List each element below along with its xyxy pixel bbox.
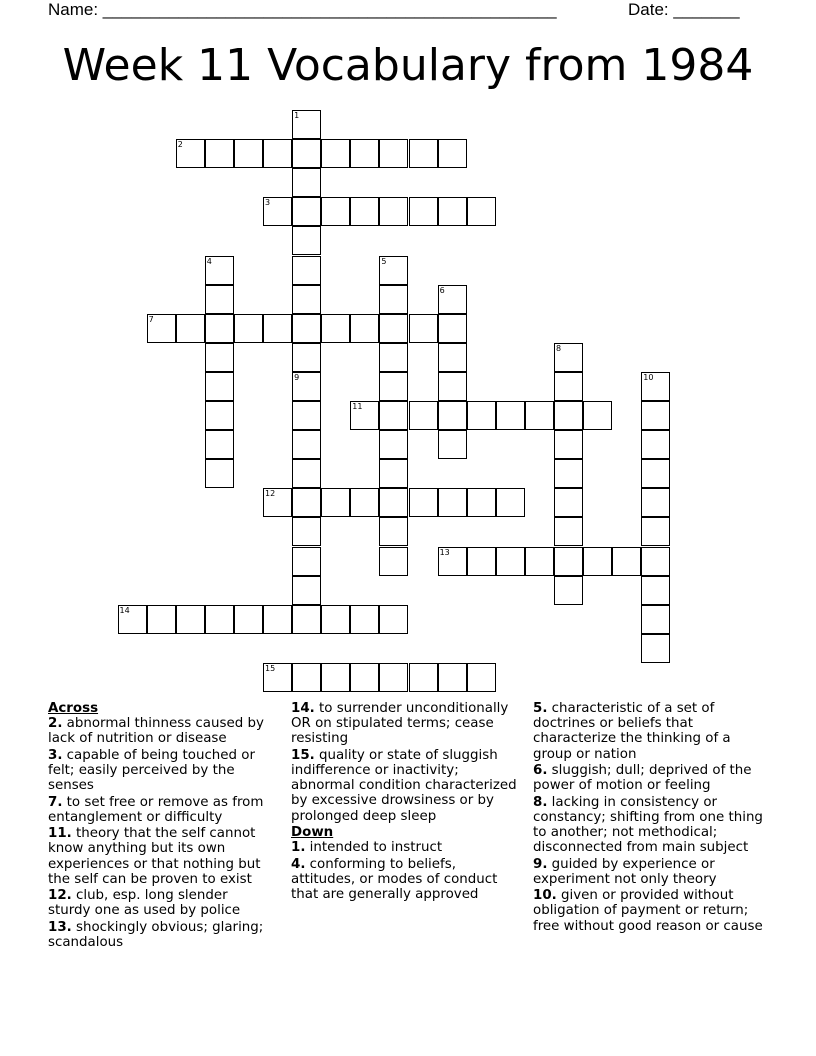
grid-cell[interactable] — [205, 343, 234, 372]
clue — [291, 748, 523, 824]
clue-number: 14. — [291, 701, 315, 716]
grid-cell[interactable] — [205, 314, 234, 343]
clue-number-label: 9 — [294, 372, 300, 382]
grid-cell[interactable] — [496, 547, 525, 576]
grid-cell[interactable] — [292, 401, 321, 430]
grid-cell[interactable] — [641, 488, 670, 517]
clue — [48, 795, 274, 825]
clue-number-label: 6 — [439, 285, 445, 295]
across-clue-list — [48, 716, 274, 950]
grid-cell[interactable] — [321, 197, 350, 226]
grid-cell[interactable] — [554, 401, 583, 430]
clue — [48, 748, 274, 794]
clue-text: to surrender unconditionally OR on stipulated terms; cease resisting — [291, 701, 509, 747]
clue-text: shockingly obvious; glaring; scandalous — [48, 919, 264, 950]
grid-cell[interactable] — [379, 663, 408, 692]
clue — [533, 888, 773, 934]
grid-cell[interactable] — [292, 517, 321, 546]
page-title: Week 11 Vocabulary from 1984 — [62, 40, 754, 91]
grid-cell[interactable] — [641, 605, 670, 634]
grid-cell[interactable] — [292, 605, 321, 634]
clue-text: guided by experience or experiment not only theory — [533, 856, 717, 887]
clue-text: given or provided without obligation of payment or return; free without good reason or cause — [533, 888, 763, 934]
clues-column-3 — [533, 701, 773, 935]
grid-cell[interactable] — [554, 547, 583, 576]
grid-cell[interactable] — [438, 314, 467, 343]
clue-number: 5. — [533, 701, 548, 716]
clue-number-label: 14 — [119, 605, 130, 615]
grid-cell[interactable] — [438, 488, 467, 517]
grid-cell[interactable] — [612, 547, 641, 576]
grid-cell[interactable] — [292, 256, 321, 285]
grid-cell[interactable] — [641, 576, 670, 605]
grid-cell[interactable] — [292, 197, 321, 226]
grid-cell[interactable] — [583, 547, 612, 576]
grid-cell[interactable] — [409, 488, 438, 517]
grid-cell[interactable] — [641, 634, 670, 663]
grid-cell[interactable] — [379, 372, 408, 401]
grid-cell[interactable] — [438, 663, 467, 692]
clue-number-label: 12 — [265, 489, 276, 499]
clue-number-label: 10 — [643, 372, 654, 382]
grid-cell[interactable] — [321, 663, 350, 692]
grid-cell[interactable] — [467, 197, 496, 226]
down-clue-list — [291, 840, 523, 902]
clues-column-2 — [291, 701, 523, 903]
clue-number-label: 7 — [148, 314, 154, 324]
clue — [48, 826, 274, 887]
grid-cell[interactable] — [583, 401, 612, 430]
grid-cell[interactable] — [467, 401, 496, 430]
clue-text: lacking in consistency or constancy; shifting from one thing to another; not methodical; disconnected from main subject — [533, 794, 763, 856]
grid-cell[interactable] — [467, 547, 496, 576]
grid-cell[interactable] — [350, 314, 379, 343]
clue-text: characteristic of a set of doctrines or beliefs that characterize the thinking of a group or nation — [533, 701, 731, 762]
clue-number: 7. — [48, 794, 63, 810]
clue-number: 10. — [533, 888, 557, 904]
grid-cell[interactable] — [379, 197, 408, 226]
clue — [48, 920, 274, 950]
clue-text: theory that the self cannot know anything but its own experiences or that nothing but the self can be proven to exist — [48, 826, 261, 887]
clue-number: 1. — [291, 840, 306, 856]
grid-cell[interactable] — [205, 139, 234, 168]
grid-cell[interactable] — [379, 139, 408, 168]
grid-cell[interactable] — [234, 605, 263, 634]
grid-cell[interactable] — [321, 488, 350, 517]
grid-cell[interactable] — [409, 663, 438, 692]
clues-column-1 — [48, 701, 274, 951]
clue-number-label: 3 — [265, 198, 271, 208]
clue-number: 8. — [533, 794, 548, 810]
clue-number-label: 4 — [206, 256, 212, 266]
clue-number-label: 1 — [294, 111, 300, 120]
grid-cell[interactable] — [234, 139, 263, 168]
date-line: Date: _______ — [628, 0, 740, 19]
clue-number: 2. — [48, 716, 63, 732]
clue-number: 15. — [291, 747, 315, 763]
clue-number-label: 5 — [381, 256, 387, 266]
clue — [48, 888, 274, 918]
grid-cell[interactable] — [379, 285, 408, 314]
grid-cell[interactable] — [467, 488, 496, 517]
grid-cell[interactable] — [379, 488, 408, 517]
clue-text: abnormal thinness caused by lack of nutrition or disease — [48, 716, 264, 747]
grid-cell[interactable] — [379, 314, 408, 343]
clue — [533, 763, 773, 793]
grid-cell[interactable] — [350, 139, 379, 168]
down-clue-list-cont — [533, 701, 773, 934]
clue-text: capable of being touched or felt; easily perceived by the senses — [48, 747, 255, 794]
grid-cell[interactable] — [379, 547, 408, 576]
clue-number-label: 13 — [439, 547, 450, 557]
grid-cell[interactable] — [350, 605, 379, 634]
grid-cell[interactable] — [292, 663, 321, 692]
clue — [291, 701, 523, 747]
name-line: Name: ________________________________________________ — [48, 0, 557, 19]
grid-cell[interactable] — [409, 139, 438, 168]
grid-cell[interactable] — [292, 139, 321, 168]
grid-cell[interactable] — [321, 314, 350, 343]
grid-cell[interactable] — [379, 459, 408, 488]
grid-cell[interactable] — [292, 314, 321, 343]
grid-cell[interactable] — [525, 547, 554, 576]
grid-cell[interactable] — [554, 372, 583, 401]
grid-cell[interactable] — [205, 285, 234, 314]
grid-cell[interactable] — [496, 488, 525, 517]
grid-cell[interactable] — [467, 663, 496, 692]
grid-cell[interactable] — [292, 576, 321, 605]
clue-number: 12. — [48, 888, 72, 904]
grid-cell[interactable] — [176, 314, 205, 343]
grid-cell[interactable] — [554, 459, 583, 488]
grid-cell[interactable] — [409, 401, 438, 430]
clue-number-label: 11 — [352, 402, 363, 411]
grid-cell[interactable] — [292, 459, 321, 488]
down-heading: Down — [291, 825, 334, 840]
clue-text: sluggish; dull; deprived of the power of motion or feeling — [533, 763, 752, 794]
clue-text: to set free or remove as from entanglement or difficulty — [48, 794, 264, 825]
clue-number: 9. — [533, 856, 548, 872]
grid-cell[interactable] — [205, 372, 234, 401]
grid-cell[interactable] — [292, 285, 321, 314]
clue-text: intended to instruct — [305, 840, 443, 856]
grid-cell[interactable] — [292, 226, 321, 255]
grid-cell[interactable] — [379, 401, 408, 430]
grid-cell[interactable] — [409, 197, 438, 226]
clue — [291, 857, 523, 903]
grid-cell[interactable] — [292, 547, 321, 576]
grid-cell[interactable] — [321, 605, 350, 634]
grid-cell[interactable] — [379, 517, 408, 546]
clue-number: 6. — [533, 763, 548, 778]
grid-cell[interactable] — [641, 401, 670, 430]
grid-cell[interactable] — [379, 343, 408, 372]
grid-cell[interactable] — [234, 314, 263, 343]
grid-cell[interactable] — [554, 517, 583, 546]
grid-cell[interactable] — [554, 576, 583, 605]
grid-cell[interactable] — [554, 488, 583, 517]
grid-cell[interactable] — [350, 663, 379, 692]
grid-cell[interactable] — [350, 197, 379, 226]
clue — [48, 716, 274, 746]
clue-number: 13. — [48, 919, 72, 935]
clue-text: conforming to beliefs, attitudes, or modes of conduct that are generally approved — [291, 856, 498, 902]
grid-cell[interactable] — [350, 488, 379, 517]
grid-cell[interactable] — [409, 314, 438, 343]
grid-cell[interactable] — [438, 372, 467, 401]
clue-number: 4. — [291, 856, 306, 872]
clue-number: 3. — [48, 747, 63, 763]
grid-cell[interactable] — [176, 605, 205, 634]
clue — [533, 795, 773, 856]
grid-cell[interactable] — [292, 343, 321, 372]
grid-cell[interactable] — [438, 430, 467, 459]
grid-cell[interactable] — [554, 430, 583, 459]
grid-cell[interactable] — [641, 547, 670, 576]
grid-cell[interactable] — [438, 197, 467, 226]
grid-cell[interactable] — [496, 401, 525, 430]
grid-cell[interactable] — [263, 314, 292, 343]
grid-cell[interactable] — [641, 459, 670, 488]
grid-cell[interactable] — [641, 430, 670, 459]
clue-number: 11. — [48, 826, 72, 842]
clue-number-label: 2 — [177, 140, 183, 150]
grid-cell[interactable] — [438, 139, 467, 168]
grid-cell[interactable] — [263, 605, 292, 634]
grid-cell[interactable] — [321, 139, 350, 168]
grid-cell[interactable] — [292, 168, 321, 197]
across-heading: Across — [48, 701, 99, 716]
grid-cell[interactable] — [205, 459, 234, 488]
clue-text: club, esp. long slender sturdy one as used by police — [48, 888, 241, 919]
grid-cell[interactable] — [438, 401, 467, 430]
grid-cell[interactable] — [205, 605, 234, 634]
grid-cell[interactable] — [438, 343, 467, 372]
clue — [533, 701, 773, 762]
clue — [291, 840, 523, 855]
grid-cell[interactable] — [292, 488, 321, 517]
across-clue-list-cont — [291, 701, 523, 824]
grid-cell[interactable] — [525, 401, 554, 430]
grid-cell[interactable] — [263, 139, 292, 168]
clue-number-label: 8 — [556, 343, 562, 353]
clue-text: quality or state of sluggish indifference or inactivity; abnormal condition characterized by excessive drowsiness or by prolonged deep sleep — [291, 747, 517, 824]
grid-cell[interactable] — [205, 430, 234, 459]
grid-cell[interactable] — [641, 517, 670, 546]
grid-cell[interactable] — [379, 605, 408, 634]
grid-cell[interactable] — [292, 430, 321, 459]
clue — [533, 857, 773, 887]
grid-cell[interactable] — [147, 605, 176, 634]
clue-number-label: 15 — [265, 663, 276, 673]
grid-cell[interactable] — [205, 401, 234, 430]
grid-cell[interactable] — [379, 430, 408, 459]
